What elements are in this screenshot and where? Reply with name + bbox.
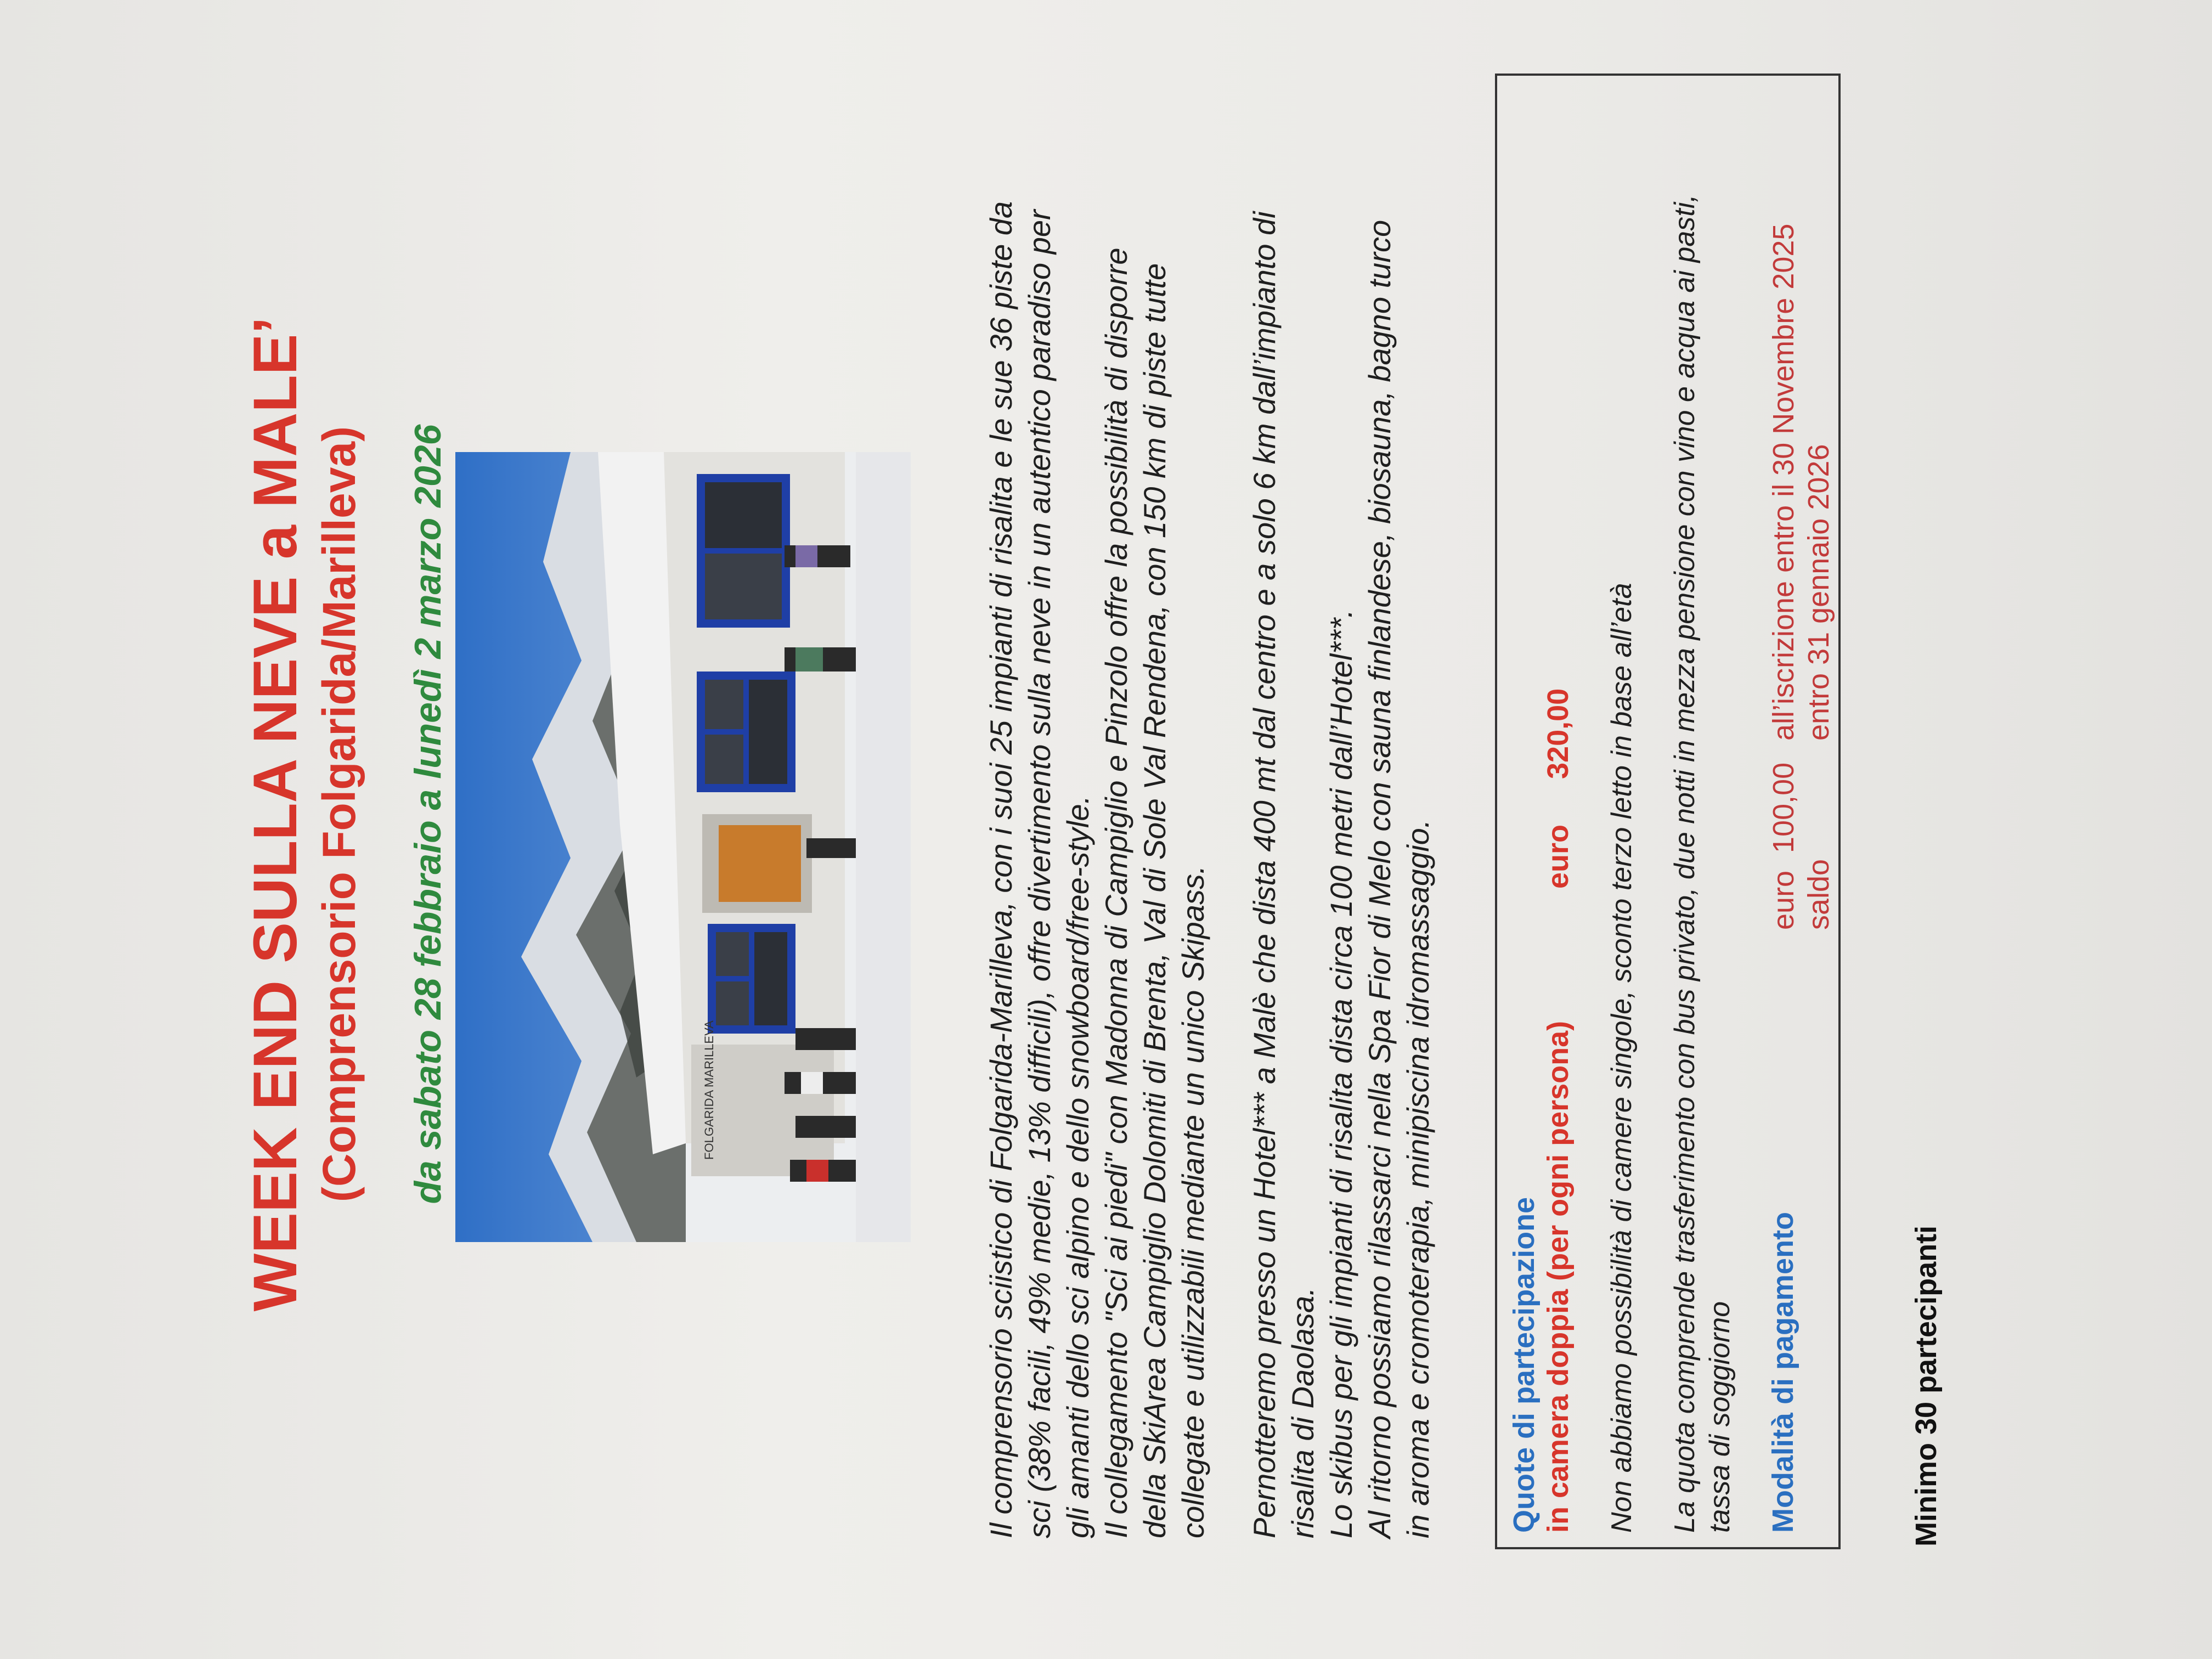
text-line: collegate e utilizzabili mediante un unico Skipass. bbox=[1176, 865, 1210, 1538]
deposit-amount: 100,00 bbox=[1767, 762, 1800, 853]
price-currency: euro bbox=[1542, 824, 1575, 889]
balance-label: saldo bbox=[1802, 859, 1835, 930]
payment-label: Modalità di pagamento bbox=[1767, 1211, 1799, 1533]
balance-deadline: entro 31 gennaio 2026 bbox=[1802, 444, 1835, 741]
text-line: gli amanti dello sci alpino e dello snowboard/free-style. bbox=[1060, 795, 1095, 1538]
text-line: Pernotteremo presso un Hotel*** a Malè che dista 400 mt dal centro e a solo 6 km dall’impianto di bbox=[1247, 211, 1282, 1538]
text-line: sci (38% facili, 49% medie, 13% difficili), offre divertimento sulla neve in un autentico paradiso per bbox=[1022, 210, 1057, 1538]
text-line: Al ritorno possiamo rilassarci nella Spa Fior di Melo con sauna finlandese, biosauna, bagno turco bbox=[1362, 219, 1397, 1538]
text-line: Il collegamento "Sci ai piedi" con Madonna di Campiglio e Pinzolo offre la possibilità di disporre bbox=[1099, 247, 1133, 1538]
hotel-description bbox=[1245, 46, 1437, 1538]
deposit-deadline: all’iscrizione entro il 30 Novembre 2025 bbox=[1767, 223, 1800, 741]
deposit-currency: euro bbox=[1767, 870, 1800, 930]
resort-description bbox=[982, 46, 1212, 1538]
photo-sign: FOLGARIDA MARILLEVA bbox=[702, 1020, 716, 1160]
text-line: della SkiArea Campiglio Dolomiti di Brenta, Val di Sole Val Rendena, con 150 km di piste tutte bbox=[1137, 263, 1172, 1538]
includes-note-line2: tassa di soggiorno bbox=[1704, 1301, 1736, 1533]
flyer-subtitle: (Comprensorio Folgarida/Marilleva) bbox=[313, 426, 365, 1203]
singles-note: Non abbiamo possibilità di camere singole, sconto terzo letto in base all’età bbox=[1606, 583, 1638, 1533]
pricing-room-type: in camera doppia (per ogni persona) bbox=[1542, 1020, 1575, 1533]
pricing-label: Quote di partecipazione bbox=[1508, 1197, 1541, 1533]
pricing-box bbox=[1495, 74, 1841, 1549]
minimum-participants: Minimo 30 partecipanti bbox=[1910, 1225, 1943, 1547]
flyer-title: WEEK END SULLA NEVE a MALE’ bbox=[241, 317, 309, 1312]
text-line: risalita di Daolasa. bbox=[1285, 1287, 1320, 1538]
includes-note-line1: La quota comprende trasferimento con bus privato, due notti in mezza pensione con vino e acqua ai pasti, bbox=[1669, 194, 1701, 1533]
text-line: Lo skibus per gli impianti di risalita dista circa 100 metri dall’Hotel***. bbox=[1324, 609, 1358, 1538]
trip-dates: da sabato 28 febbraio a lunedì 2 marzo 2026 bbox=[407, 424, 449, 1204]
text-line: Il comprensorio sciistico di Folgarida-Marilleva, con i suoi 25 impianti di risalita e le sue 36 piste da bbox=[984, 201, 1018, 1538]
ski-resort-photo bbox=[455, 452, 911, 1242]
text-line: in aroma e cromoterapia, minipiscina idromassaggio. bbox=[1401, 819, 1435, 1538]
price-amount: 320,00 bbox=[1542, 688, 1575, 779]
